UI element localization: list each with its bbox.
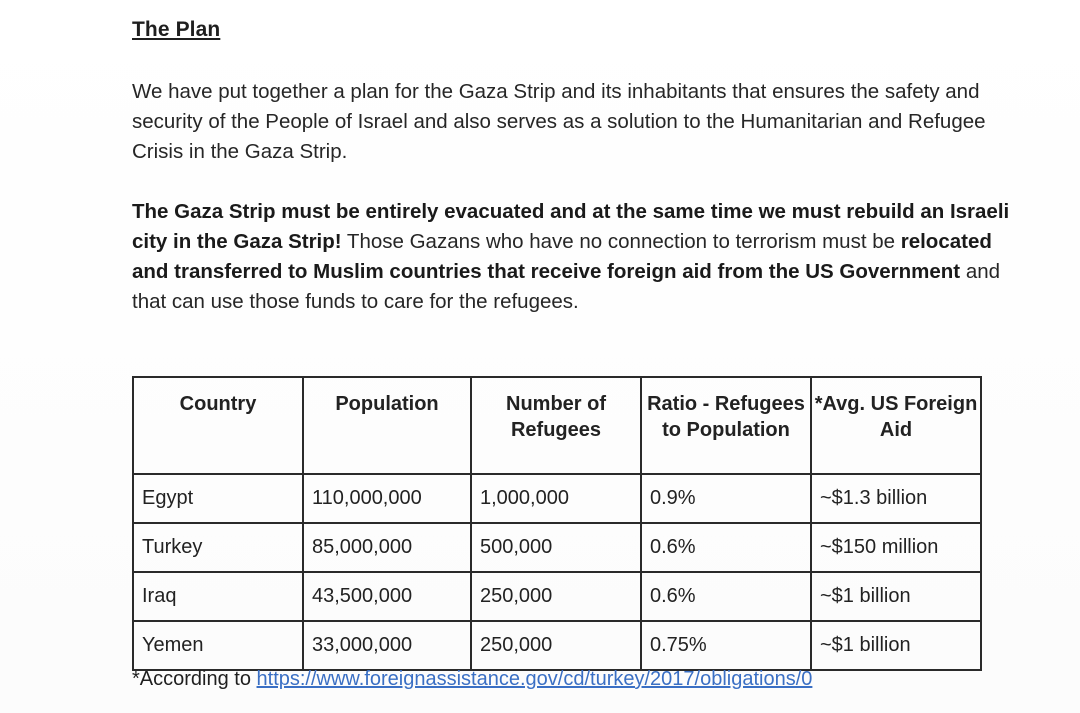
table-header-row bbox=[133, 377, 981, 474]
cell-aid: ~$1 billion bbox=[811, 572, 981, 621]
refugee-table bbox=[132, 376, 982, 671]
page-title: The Plan bbox=[132, 18, 221, 41]
plan-paragraph bbox=[132, 197, 1012, 317]
header-number-of-refugees: Number of Refugees bbox=[471, 377, 641, 474]
intro-paragraph: We have put together a plan for the Gaza Strip and its inhabitants that ensures the safety and security of the People of Israel and also serves as a solution to the Humanitarian and Refugee Crisis in the Gaza Strip. bbox=[132, 80, 986, 163]
cell-country: Turkey bbox=[133, 523, 303, 572]
cell-population: 33,000,000 bbox=[303, 621, 471, 670]
cell-ratio: 0.6% bbox=[641, 572, 811, 621]
table-row bbox=[133, 572, 981, 621]
cell-population: 110,000,000 bbox=[303, 474, 471, 523]
cell-country: Egypt bbox=[133, 474, 303, 523]
plan-bold-text-1: The Gaza Strip must be entirely evacuated and at the same time we must rebuild an Israeli city in the Gaza Strip! bbox=[132, 200, 1010, 253]
table-row bbox=[133, 474, 981, 523]
cell-population: 43,500,000 bbox=[303, 572, 471, 621]
cell-refugees: 250,000 bbox=[471, 572, 641, 621]
cell-ratio: 0.6% bbox=[641, 523, 811, 572]
table-row bbox=[133, 523, 981, 572]
plan-text-2: and that can use those funds to care for the refugees. bbox=[132, 260, 1001, 313]
header-foreign-aid: *Avg. US Foreign Aid bbox=[811, 377, 981, 474]
header-population: Population bbox=[303, 377, 471, 474]
footnote bbox=[132, 668, 812, 691]
plan-bold-text-2: relocated and transferred to Muslim countries that receive foreign aid from the US Government bbox=[132, 230, 992, 283]
cell-ratio: 0.75% bbox=[641, 621, 811, 670]
cell-aid: ~$150 million bbox=[811, 523, 981, 572]
header-ratio: Ratio - Refugees to Population bbox=[641, 377, 811, 474]
cell-refugees: 1,000,000 bbox=[471, 474, 641, 523]
cell-ratio: 0.9% bbox=[641, 474, 811, 523]
plan-text-1: Those Gazans who have no connection to terrorism must be bbox=[341, 230, 901, 253]
cell-aid: ~$1 billion bbox=[811, 621, 981, 670]
footnote-prefix: *According to bbox=[132, 668, 257, 690]
cell-refugees: 250,000 bbox=[471, 621, 641, 670]
cell-aid: ~$1.3 billion bbox=[811, 474, 981, 523]
table-row bbox=[133, 621, 981, 670]
cell-country: Iraq bbox=[133, 572, 303, 621]
source-link[interactable]: https://www.foreignassistance.gov/cd/turkey/2017/obligations/0 bbox=[256, 668, 813, 690]
cell-refugees: 500,000 bbox=[471, 523, 641, 572]
cell-population: 85,000,000 bbox=[303, 523, 471, 572]
cell-country: Yemen bbox=[133, 621, 303, 670]
header-country: Country bbox=[133, 377, 303, 474]
